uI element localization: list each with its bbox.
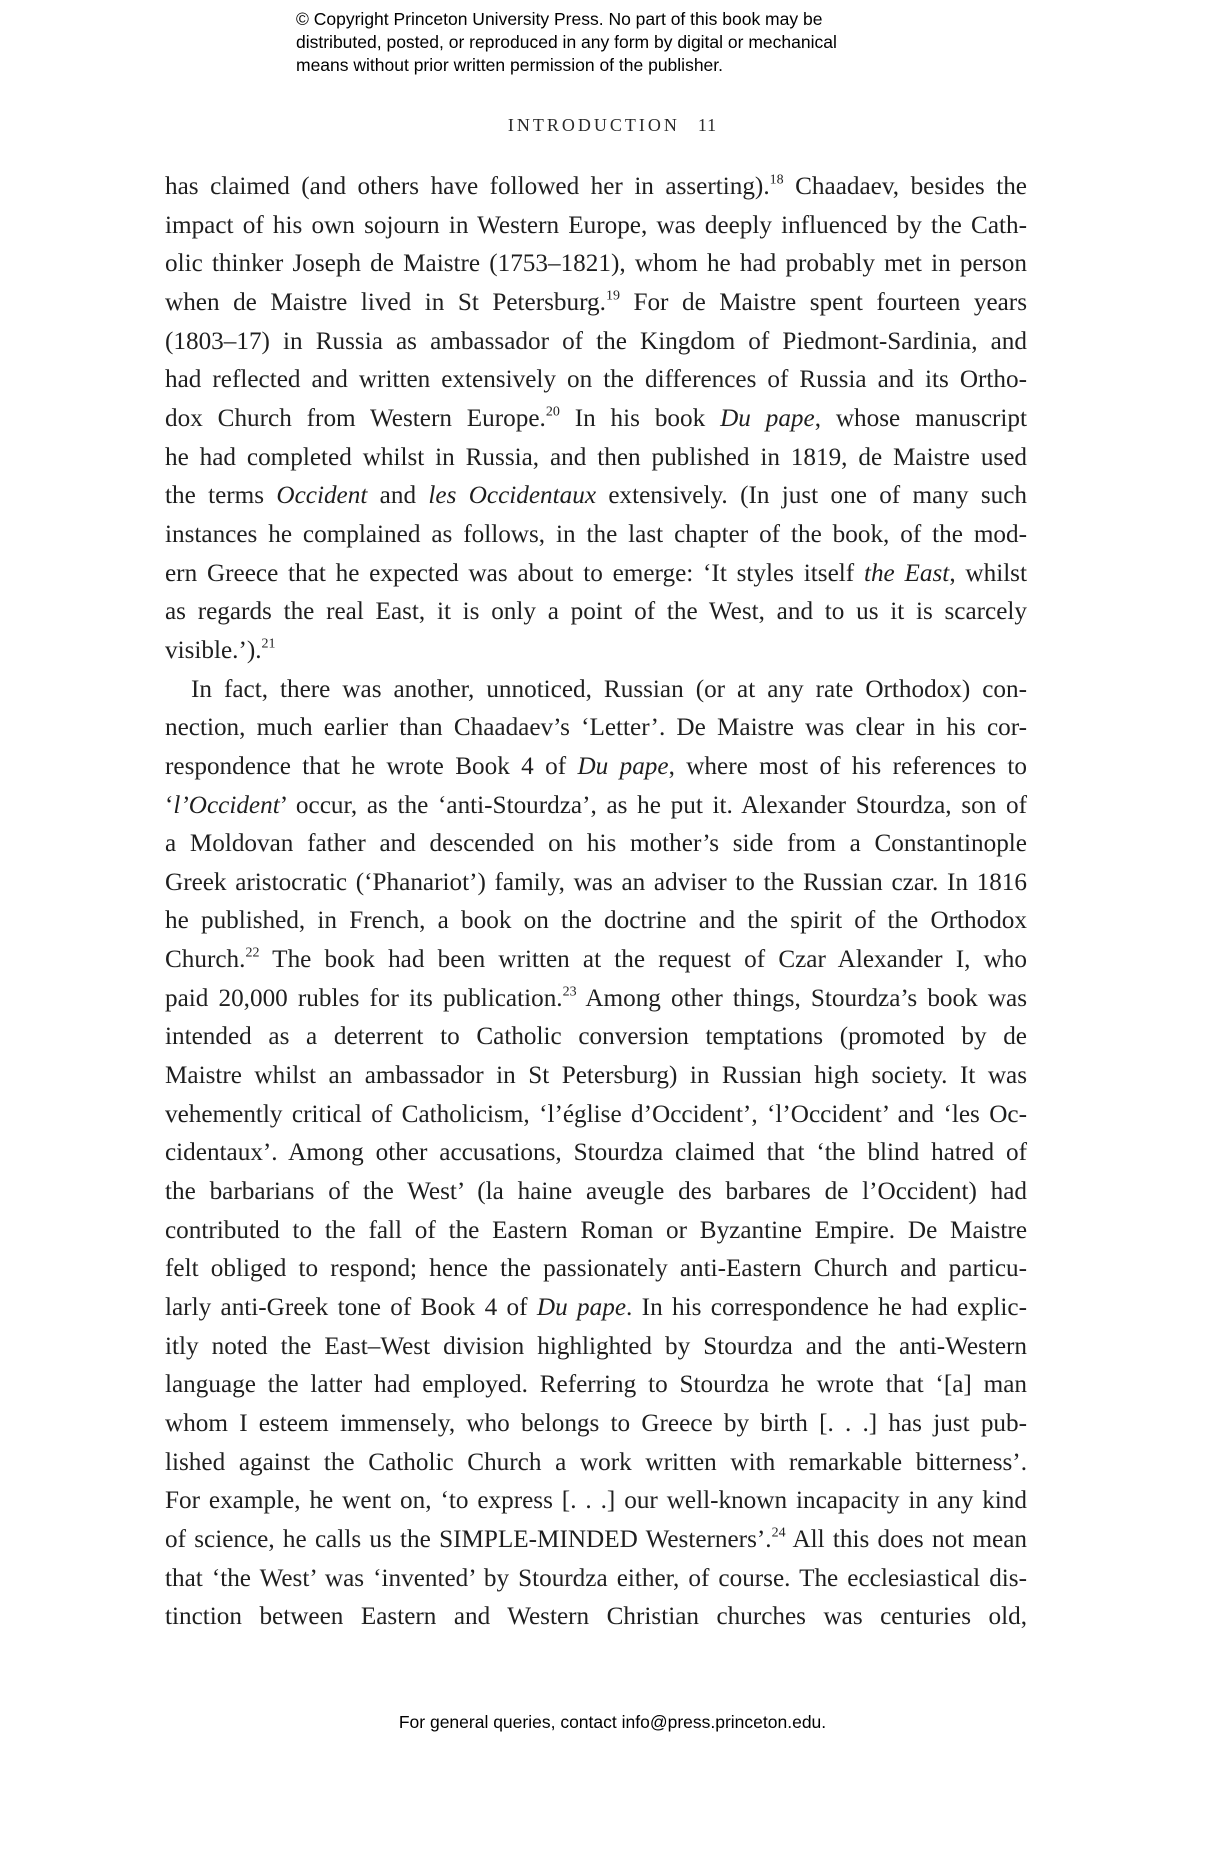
text-line — [165, 400, 1027, 439]
text-line: For example, he went on, ‘to express [. . .] our well-known incapacity in any kind — [165, 1487, 1027, 1515]
footnote-ref: 21 — [261, 636, 276, 652]
footnote-ref: 22 — [245, 945, 260, 961]
footnote-ref: 19 — [605, 288, 620, 304]
text-run: extensively. (In just one of many such — [596, 482, 1028, 510]
text-line: contributed to the fall of the Eastern Roman or Byzantine Empire. De Maistre — [165, 1216, 1027, 1244]
text-line: lished against the Catholic Church a work written with remarkable bitterness’. — [165, 1448, 1027, 1476]
text-line — [165, 284, 1027, 323]
text-run: , where most of his references to — [668, 752, 1027, 780]
section-title: INTRODUCTION — [507, 115, 680, 135]
page-number: 11 — [697, 115, 718, 135]
text-line: tinction between Eastern and Western Christian churches was centuries old, — [165, 1603, 1027, 1631]
text-line — [165, 980, 1027, 1019]
text-line — [165, 168, 1027, 207]
text-line — [165, 1521, 1027, 1560]
text-run: visible.’). — [165, 636, 262, 664]
text-run: paid 20,000 rubles for its publication. — [165, 984, 563, 1012]
text-line: nection, much earlier than Chaadaev’s ‘Letter’. De Maistre was clear in his cor- — [165, 714, 1027, 742]
text-line — [165, 477, 1027, 516]
text-line — [165, 748, 1027, 787]
italic-term: Occident — [276, 482, 368, 510]
text-run: Church. — [165, 946, 246, 974]
text-line — [165, 632, 1027, 671]
text-run: , whilst — [949, 559, 1027, 587]
book-title: Du pape — [720, 404, 815, 432]
footnote-ref: 24 — [771, 1525, 786, 1541]
footer-contact: For general queries, contact info@press.princeton.edu. — [398, 1712, 827, 1732]
text-line: as regards the real East, it is only a point of the West, and to us it is scarcely — [165, 598, 1027, 626]
text-run: The book had been written at the request of Czar Alexander I, who — [259, 946, 1027, 974]
text-run: Chaadaev, besides the — [783, 173, 1027, 200]
text-run: the terms — [165, 482, 277, 510]
body-text — [165, 168, 1027, 1637]
text-line: the barbarians of the West’ (la haine aveugle des barbares de l’Occident) had — [165, 1178, 1027, 1206]
italic-term: les Occidentaux — [428, 482, 597, 510]
text-run: of science, he calls us the SIMPLE-MINDED Westerners’. — [165, 1525, 772, 1553]
text-run: Among other things, Stourdza’s book was — [576, 984, 1028, 1012]
text-run: and — [367, 482, 429, 510]
text-line: whom I esteem immensely, who belongs to Greece by birth [. . .] has just pub- — [165, 1410, 1027, 1437]
text-line: Greek aristocratic (‘Phanariot’) family, was an adviser to the Russian czar. In 1816 — [165, 868, 1027, 896]
text-line: a Moldovan father and descended on his mother’s side from a Constantinople — [165, 830, 1027, 858]
text-line: he had completed whilst in Russia, and then published in 1819, de Maistre used — [165, 443, 1027, 471]
text-line: (1803–17) in Russia as ambassador of the Kingdom of Piedmont-Sardinia, and — [165, 327, 1027, 355]
text-line — [165, 787, 1027, 826]
running-head — [0, 115, 1225, 136]
text-run: ern Greece that he expected was about to emerge: ‘It styles itself — [165, 559, 864, 587]
text-run: For de Maistre spent fourteen years — [619, 288, 1027, 316]
copyright-line: © Copyright Princeton University Press. No part of this book may be — [296, 9, 823, 29]
text-line: Maistre whilst an ambassador in St Petersburg) in Russian high society. It was — [165, 1062, 1027, 1090]
text-run: All this does not mean — [785, 1525, 1027, 1553]
text-line: intended as a deterrent to Catholic conversion temptations (promoted by de — [165, 1023, 1027, 1051]
text-line — [165, 941, 1027, 980]
text-line: vehemently critical of Catholicism, ‘l’église d’Occident’, ‘l’Occident’ and ‘les Oc- — [165, 1100, 1027, 1128]
copyright-line: means without prior written permission of the publisher. — [296, 55, 724, 75]
text-line: olic thinker Joseph de Maistre (1753–1821), whom he had probably met in person — [165, 250, 1027, 278]
text-line: language the latter had employed. Referring to Stourdza he wrote that ‘[a] man — [165, 1371, 1027, 1399]
text-run: has claimed (and others have followed her in asserting). — [165, 173, 770, 200]
text-line: itly noted the East–West division highlighted by Stourdza and the anti-Western — [165, 1332, 1027, 1360]
text-run: respondence that he wrote Book 4 of — [165, 752, 578, 780]
footnote-ref: 20 — [545, 404, 560, 420]
copyright-line: distributed, posted, or reproduced in any form by digital or mechanical — [296, 32, 837, 52]
text-line: cidentaux’. Among other accusations, Stourdza claimed that ‘the blind hatred of — [165, 1139, 1027, 1167]
book-title: Du pape — [536, 1294, 627, 1322]
footnote-ref: 23 — [562, 984, 577, 1000]
text-line: felt obliged to respond; hence the passionately anti-Eastern Church and particu- — [165, 1255, 1027, 1283]
text-run: larly anti-Greek tone of Book 4 of — [165, 1294, 537, 1322]
italic-term: l’Occident — [173, 791, 280, 819]
text-line — [165, 555, 1027, 594]
paragraph — [165, 671, 1027, 1637]
text-line: In fact, there was another, unnoticed, Russian (or at any rate Orthodox) con- — [191, 675, 1027, 703]
text-line: had reflected and written extensively on the differences of Russia and its Ortho- — [165, 366, 1027, 394]
italic-term: the East — [863, 559, 950, 587]
text-run: dox Church from Western Europe. — [165, 404, 546, 432]
text-run: when de Maistre lived in St Petersburg. — [165, 288, 606, 316]
footnote-ref: 18 — [769, 172, 784, 188]
paragraph — [165, 168, 1027, 671]
text-line: that ‘the West’ was ‘invented’ by Stourdza either, of course. The ecclesiastical dis- — [165, 1564, 1027, 1592]
text-line: impact of his own sojourn in Western Europe, was deeply influenced by the Cath- — [165, 211, 1027, 239]
text-run: , whose manuscript — [814, 404, 1028, 432]
text-run: ‘ — [165, 791, 174, 819]
copyright-notice — [296, 8, 936, 77]
text-line: he published, in French, a book on the doctrine and the spirit of the Orthodox — [165, 907, 1027, 935]
text-run: In his book — [559, 404, 721, 432]
text-run: ’ occur, as the ‘anti-Stourdza’, as he put it. Alexander Stourdza, son of — [279, 791, 1027, 819]
text-run: . In his correspondence he had explic- — [626, 1294, 1027, 1322]
book-title: Du pape — [577, 752, 669, 780]
text-line — [165, 1289, 1027, 1328]
text-line: instances he complained as follows, in the last chapter of the book, of the mod- — [165, 520, 1027, 548]
